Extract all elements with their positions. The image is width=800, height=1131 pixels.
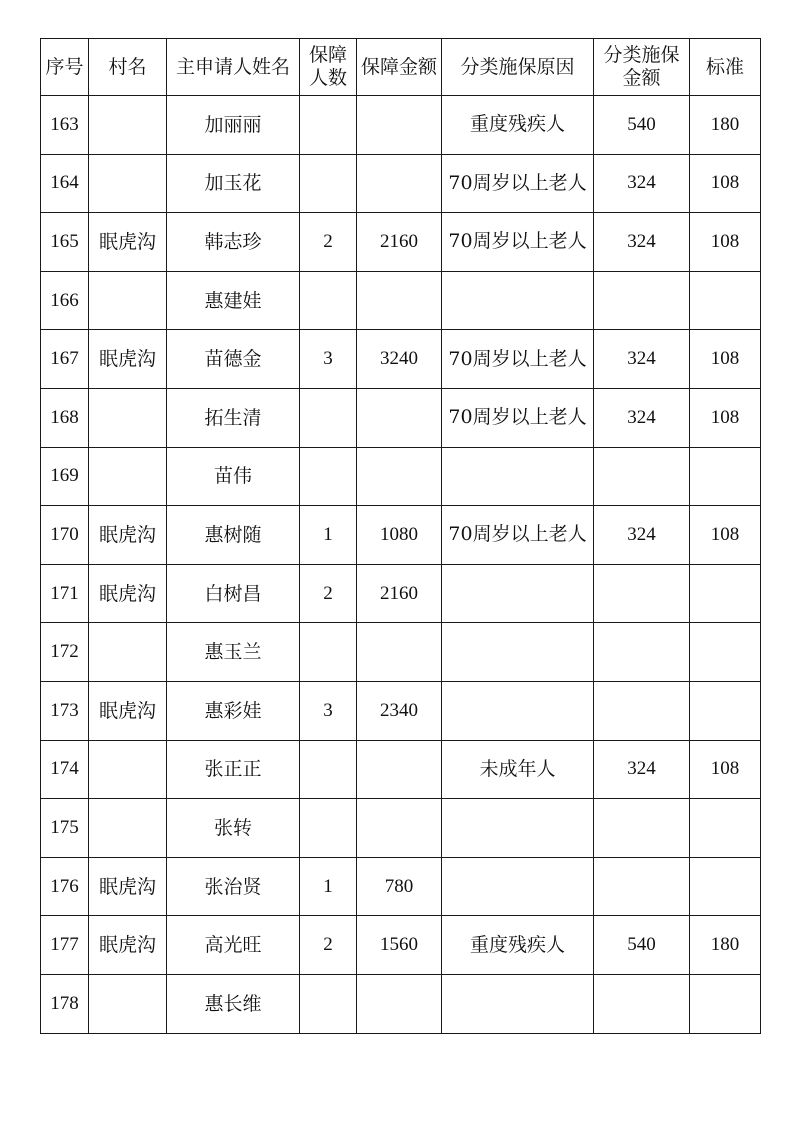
cell-reason [442,623,594,682]
cell-standard: 180 [690,96,761,155]
cell-class-amount: 324 [594,740,690,799]
cell-village [89,623,167,682]
table-row [41,447,761,506]
cell-seq: 174 [41,740,89,799]
cell-seq: 170 [41,506,89,565]
table-row [41,564,761,623]
cell-standard [690,681,761,740]
cell-village: 眠虎沟 [89,330,167,389]
cell-applicant: 高光旺 [167,916,300,975]
cell-village [89,799,167,858]
cell-reason [442,447,594,506]
cell-amount: 1080 [357,506,442,565]
cell-applicant: 韩志珍 [167,213,300,272]
cell-class-amount [594,623,690,682]
cell-village: 眠虎沟 [89,916,167,975]
cell-count [300,388,357,447]
cell-amount [357,154,442,213]
cell-reason [442,271,594,330]
cell-applicant: 惠树随 [167,506,300,565]
cell-class-amount: 324 [594,388,690,447]
cell-count [300,447,357,506]
cell-standard [690,623,761,682]
cell-count [300,974,357,1033]
table-row [41,96,761,155]
cell-reason: 70周岁以上老人 [442,213,594,272]
cell-seq: 169 [41,447,89,506]
cell-class-amount: 324 [594,213,690,272]
table-row [41,213,761,272]
cell-standard [690,799,761,858]
cell-reason: 70周岁以上老人 [442,506,594,565]
cell-standard: 108 [690,213,761,272]
cell-village [89,388,167,447]
cell-class-amount [594,857,690,916]
header-village: 村名 [89,39,167,96]
cell-count: 1 [300,857,357,916]
cell-village [89,740,167,799]
cell-applicant: 白树昌 [167,564,300,623]
cell-amount: 780 [357,857,442,916]
table-row [41,916,761,975]
table-row [41,681,761,740]
cell-amount: 3240 [357,330,442,389]
cell-standard: 180 [690,916,761,975]
header-amount: 保障金额 [357,39,442,96]
cell-standard [690,447,761,506]
header-class-amount: 分类施保金额 [594,39,690,96]
cell-applicant: 惠建娃 [167,271,300,330]
cell-reason: 70周岁以上老人 [442,154,594,213]
cell-seq: 171 [41,564,89,623]
table-row [41,388,761,447]
cell-seq: 172 [41,623,89,682]
cell-amount [357,96,442,155]
cell-applicant: 拓生清 [167,388,300,447]
cell-class-amount: 540 [594,96,690,155]
cell-reason [442,857,594,916]
cell-applicant: 张治贤 [167,857,300,916]
cell-applicant: 惠玉兰 [167,623,300,682]
header-standard: 标准 [690,39,761,96]
cell-class-amount: 324 [594,506,690,565]
cell-reason [442,799,594,858]
cell-amount: 1560 [357,916,442,975]
table-row [41,330,761,389]
table-row [41,740,761,799]
cell-amount [357,623,442,682]
cell-count [300,799,357,858]
cell-class-amount [594,799,690,858]
cell-amount [357,799,442,858]
cell-applicant: 苗伟 [167,447,300,506]
cell-seq: 177 [41,916,89,975]
cell-class-amount [594,564,690,623]
cell-standard: 108 [690,388,761,447]
header-applicant: 主申请人姓名 [167,39,300,96]
cell-reason: 重度残疾人 [442,96,594,155]
cell-amount [357,388,442,447]
cell-count: 2 [300,213,357,272]
cell-amount: 2160 [357,213,442,272]
cell-applicant: 加玉花 [167,154,300,213]
cell-seq: 168 [41,388,89,447]
cell-amount [357,974,442,1033]
cell-village: 眠虎沟 [89,564,167,623]
table-row [41,974,761,1033]
cell-applicant: 苗德金 [167,330,300,389]
cell-count [300,740,357,799]
cell-applicant: 张正正 [167,740,300,799]
cell-count: 2 [300,916,357,975]
cell-count [300,271,357,330]
cell-village [89,974,167,1033]
cell-reason [442,564,594,623]
cell-village [89,447,167,506]
cell-seq: 163 [41,96,89,155]
cell-standard: 108 [690,330,761,389]
table-row [41,154,761,213]
table-row [41,857,761,916]
cell-reason: 70周岁以上老人 [442,330,594,389]
cell-standard [690,857,761,916]
cell-reason: 70周岁以上老人 [442,388,594,447]
cell-amount [357,271,442,330]
cell-class-amount [594,271,690,330]
cell-seq: 167 [41,330,89,389]
cell-applicant: 张转 [167,799,300,858]
cell-class-amount [594,974,690,1033]
header-seq: 序号 [41,39,89,96]
cell-seq: 173 [41,681,89,740]
table-row [41,799,761,858]
cell-village [89,96,167,155]
header-count: 保障人数 [300,39,357,96]
cell-reason: 重度残疾人 [442,916,594,975]
cell-class-amount: 324 [594,330,690,389]
cell-count [300,96,357,155]
cell-amount [357,740,442,799]
cell-amount: 2160 [357,564,442,623]
cell-standard [690,271,761,330]
cell-seq: 175 [41,799,89,858]
header-reason: 分类施保原因 [442,39,594,96]
cell-class-amount: 540 [594,916,690,975]
cell-count: 1 [300,506,357,565]
cell-applicant: 加丽丽 [167,96,300,155]
cell-village: 眠虎沟 [89,857,167,916]
cell-class-amount: 324 [594,154,690,213]
cell-standard: 108 [690,740,761,799]
cell-standard: 108 [690,506,761,565]
cell-class-amount [594,681,690,740]
cell-village: 眠虎沟 [89,681,167,740]
cell-class-amount [594,447,690,506]
cell-count: 3 [300,681,357,740]
cell-applicant: 惠彩娃 [167,681,300,740]
cell-count: 3 [300,330,357,389]
cell-count [300,623,357,682]
table-row [41,271,761,330]
cell-village [89,154,167,213]
cell-reason [442,681,594,740]
cell-seq: 176 [41,857,89,916]
cell-count [300,154,357,213]
cell-standard: 108 [690,154,761,213]
cell-village: 眠虎沟 [89,213,167,272]
cell-seq: 165 [41,213,89,272]
table-row [41,623,761,682]
cell-seq: 178 [41,974,89,1033]
header-row [41,39,761,96]
cell-standard [690,974,761,1033]
cell-amount [357,447,442,506]
cell-reason [442,974,594,1033]
assistance-roster-table [40,38,761,1034]
cell-village: 眠虎沟 [89,506,167,565]
cell-reason: 未成年人 [442,740,594,799]
cell-village [89,271,167,330]
cell-standard [690,564,761,623]
cell-applicant: 惠长维 [167,974,300,1033]
table-body [41,96,761,1034]
cell-amount: 2340 [357,681,442,740]
cell-count: 2 [300,564,357,623]
cell-seq: 164 [41,154,89,213]
cell-seq: 166 [41,271,89,330]
table-row [41,506,761,565]
